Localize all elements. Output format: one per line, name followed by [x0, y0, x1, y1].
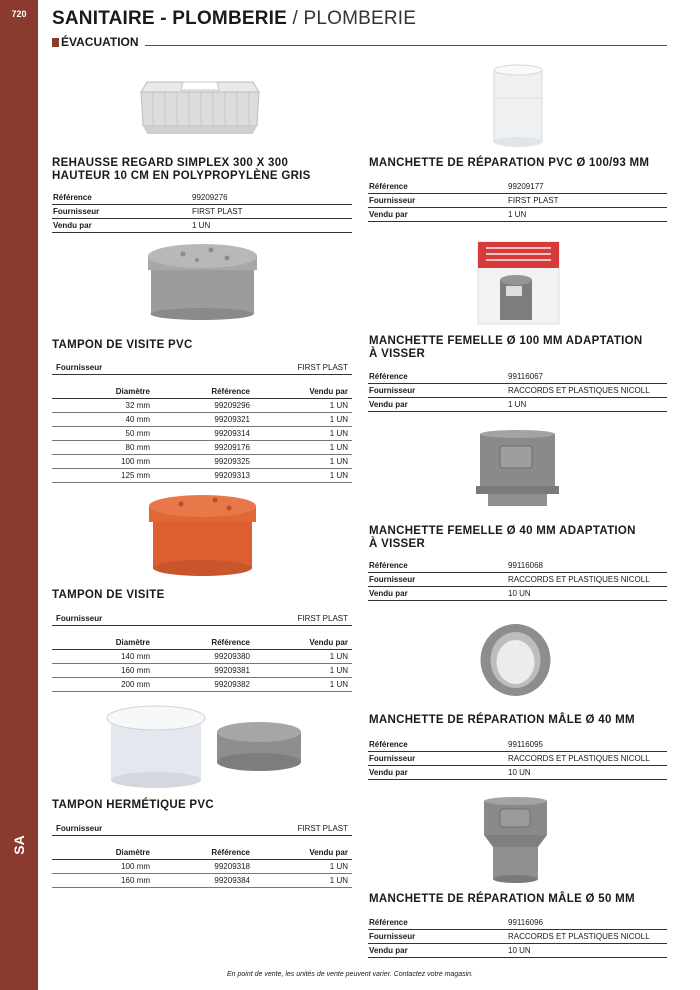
spec-row: [368, 930, 667, 944]
col-diametre: Diamètre: [115, 387, 150, 396]
cell: 99209321: [214, 415, 250, 424]
supplier-value: FIRST PLAST: [297, 824, 348, 833]
spec-key: Référence: [369, 918, 408, 927]
cell: 1 UN: [329, 457, 348, 466]
cell: 1 UN: [329, 429, 348, 438]
spec-row: [368, 559, 667, 573]
title-line2: À VISSER: [369, 538, 426, 550]
spec-row: [368, 944, 667, 958]
manchette-male-40-title: MANCHETTE DE RÉPARATION MÂLE Ø 40 MM: [369, 714, 635, 726]
table-header: [52, 385, 352, 399]
cell: 99209382: [214, 680, 250, 689]
tampon-visite-title: TAMPON DE VISITE: [52, 589, 165, 601]
section-marker: [52, 38, 59, 47]
table-row: [52, 678, 352, 692]
table-row: [52, 413, 352, 427]
spec-key: Vendu par: [369, 946, 408, 955]
spec-value: 1 UN: [192, 221, 211, 230]
table-header: [52, 636, 352, 650]
spec-key: Référence: [369, 561, 408, 570]
cell: 99209384: [214, 876, 250, 885]
tampon-visite-pvc-image: [145, 240, 260, 320]
cell: 1 UN: [329, 862, 348, 871]
spec-key: Fournisseur: [53, 207, 100, 216]
table-row: [52, 650, 352, 664]
spec-value: 10 UN: [508, 768, 531, 777]
spec-value: 10 UN: [508, 946, 531, 955]
spec-row: [368, 384, 667, 398]
rehausse-title: [52, 157, 311, 183]
cell: 1 UN: [329, 666, 348, 675]
supplier-row: [52, 361, 352, 375]
table-row: [52, 664, 352, 678]
cell: 99209381: [214, 666, 250, 675]
spec-key: Référence: [53, 193, 92, 202]
tampon-visite-table: [52, 612, 352, 692]
manchette-femelle-40-image: [470, 430, 565, 510]
col-diametre: Diamètre: [115, 638, 150, 647]
title-line1: MANCHETTE FEMELLE Ø 100 MM ADAPTATION: [369, 335, 643, 347]
title-subcategory: PLOMBERIE: [303, 8, 417, 29]
spec-value: 99209177: [508, 182, 544, 191]
rehausse-spec-table: [52, 191, 352, 233]
spec-row: [52, 205, 352, 219]
spec-key: Fournisseur: [369, 386, 416, 395]
tampon-hermetique-image: [105, 700, 305, 795]
table-row: [52, 427, 352, 441]
spec-key: Référence: [369, 182, 408, 191]
spec-value: 99116096: [508, 918, 543, 927]
cell: 99209325: [214, 457, 250, 466]
spec-value: FIRST PLAST: [508, 196, 559, 205]
spec-value: RACCORDS ET PLASTIQUES NICOLL: [508, 932, 650, 941]
spec-row: [368, 573, 667, 587]
spec-row: [368, 738, 667, 752]
cell: 1 UN: [329, 443, 348, 452]
col-reference: Référence: [211, 848, 250, 857]
supplier-label: Fournisseur: [56, 363, 103, 372]
spec-value: 99209276: [192, 193, 228, 202]
footer-disclaimer: En point de vente, les unités de vente peuvent varier. Contactez votre magasin.: [226, 971, 474, 978]
spec-key: Fournisseur: [369, 932, 416, 941]
cell: 32 mm: [125, 401, 150, 410]
cell: 140 mm: [121, 652, 150, 661]
title-line1: MANCHETTE FEMELLE Ø 40 MM ADAPTATION: [369, 525, 636, 537]
rehausse-title-line2: HAUTEUR 10 CM EN POLYPROPYLÈNE GRIS: [52, 170, 311, 182]
spec-value: 1 UN: [508, 400, 527, 409]
tampon-hermetique-title: TAMPON HERMÉTIQUE PVC: [52, 799, 214, 811]
cell: 160 mm: [121, 876, 150, 885]
spec-row: [368, 752, 667, 766]
cell: 99209296: [214, 401, 250, 410]
spec-value: RACCORDS ET PLASTIQUES NICOLL: [508, 754, 650, 763]
spec-row: [368, 208, 667, 222]
spec-key: Vendu par: [53, 221, 92, 230]
supplier-row: [52, 612, 352, 626]
manchette-male-50-image: [478, 795, 553, 885]
cell: 99209314: [214, 429, 250, 438]
spec-row: [368, 194, 667, 208]
spec-value: RACCORDS ET PLASTIQUES NICOLL: [508, 575, 650, 584]
col-vendu-par: Vendu par: [309, 848, 348, 857]
spec-row: [52, 219, 352, 233]
manchette-femelle-40-title: [369, 525, 636, 551]
spec-row: [52, 191, 352, 205]
cell: 1 UN: [329, 652, 348, 661]
manchette-reparation-100-image: [488, 60, 548, 150]
cell: 80 mm: [125, 443, 150, 452]
manchette-male-50-title: MANCHETTE DE RÉPARATION MÂLE Ø 50 MM: [369, 893, 635, 905]
cell: 1 UN: [329, 401, 348, 410]
cell: 99209313: [214, 471, 250, 480]
table-row: [52, 399, 352, 413]
spec-value: 99116068: [508, 561, 543, 570]
manchette-male-50-spec: [368, 916, 667, 958]
tampon-visite-pvc-table: [52, 361, 352, 483]
rehausse-regard-image: [135, 70, 265, 148]
col-vendu-par: Vendu par: [309, 638, 348, 647]
cell: 1 UN: [329, 415, 348, 424]
spec-key: Référence: [369, 372, 408, 381]
cell: 1 UN: [329, 680, 348, 689]
cell: 160 mm: [121, 666, 150, 675]
supplier-value: FIRST PLAST: [297, 614, 348, 623]
col-reference: Référence: [211, 638, 250, 647]
cell: 99209318: [214, 862, 250, 871]
manchette-femelle-40-spec: [368, 559, 667, 601]
spec-row: [368, 766, 667, 780]
manchette-reparation-100-title: MANCHETTE DE RÉPARATION PVC Ø 100/93 MM: [369, 157, 650, 169]
supplier-label: Fournisseur: [56, 614, 103, 623]
supplier-label: Fournisseur: [56, 824, 103, 833]
spec-key: Fournisseur: [369, 754, 416, 763]
spec-key: Référence: [369, 740, 408, 749]
cell: 200 mm: [121, 680, 150, 689]
spec-value: 1 UN: [508, 210, 527, 219]
spec-row: [368, 398, 667, 412]
cell: 40 mm: [125, 415, 150, 424]
spec-row: [368, 587, 667, 601]
cell: 99209380: [214, 652, 250, 661]
spec-value: 99116067: [508, 372, 543, 381]
section-heading: [52, 35, 139, 49]
spec-value: 99116095: [508, 740, 543, 749]
page-number: 720: [11, 9, 27, 19]
rehausse-title-line1: REHAUSSE REGARD SIMPLEX 300 X 300: [52, 157, 289, 169]
spec-value: RACCORDS ET PLASTIQUES NICOLL: [508, 386, 650, 395]
supplier-row: [52, 822, 352, 836]
cell: 1 UN: [329, 471, 348, 480]
spec-key: Vendu par: [369, 768, 408, 777]
cell: 125 mm: [121, 471, 150, 480]
spec-key: Vendu par: [369, 400, 408, 409]
col-vendu-par: Vendu par: [309, 387, 348, 396]
tampon-visite-image: [145, 490, 260, 580]
cell: 1 UN: [329, 876, 348, 885]
spec-row: [368, 916, 667, 930]
table-header: [52, 846, 352, 860]
spec-key: Vendu par: [369, 589, 408, 598]
spec-value: FIRST PLAST: [192, 207, 243, 216]
supplier-value: FIRST PLAST: [297, 363, 348, 372]
manchette-femelle-100-spec: [368, 370, 667, 412]
section-rule: [145, 45, 667, 46]
cell: 99209176: [214, 443, 250, 452]
cell: 50 mm: [125, 429, 150, 438]
tampon-hermetique-table: [52, 822, 352, 888]
manchette-male-40-image: [478, 620, 553, 700]
page-title: [52, 8, 416, 30]
manchette-femelle-100-title: [369, 335, 642, 361]
table-row: [52, 455, 352, 469]
section-code: SA: [11, 835, 27, 855]
col-reference: Référence: [211, 387, 250, 396]
spec-row: [368, 180, 667, 194]
col-diametre: Diamètre: [115, 848, 150, 857]
spec-key: Fournisseur: [369, 196, 416, 205]
table-row: [52, 874, 352, 888]
manchette-reparation-100-spec: [368, 180, 667, 222]
manchette-femelle-100-image: [476, 240, 561, 325]
title-separator: /: [287, 8, 304, 29]
cell: 100 mm: [121, 457, 150, 466]
spec-key: Fournisseur: [369, 575, 416, 584]
table-row: [52, 860, 352, 874]
table-row: [52, 469, 352, 483]
title-category: SANITAIRE - PLOMBERIE: [52, 8, 288, 29]
spec-row: [368, 370, 667, 384]
title-line2: À VISSER: [369, 348, 426, 360]
cell: 100 mm: [121, 862, 150, 871]
section-label: ÉVACUATION: [61, 35, 139, 49]
spec-key: Vendu par: [369, 210, 408, 219]
tampon-visite-pvc-title: TAMPON DE VISITE PVC: [52, 339, 193, 351]
manchette-male-40-spec: [368, 738, 667, 780]
spec-value: 10 UN: [508, 589, 531, 598]
table-row: [52, 441, 352, 455]
